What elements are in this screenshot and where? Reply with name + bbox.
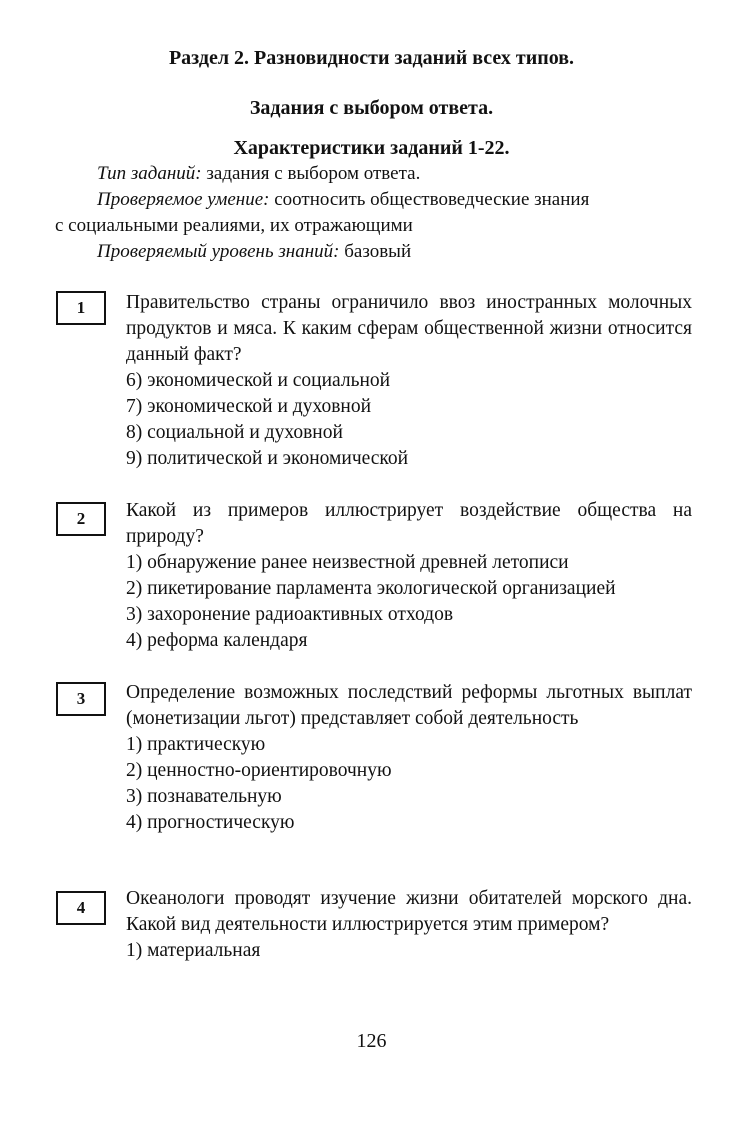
meta-skill-line-2: с социальными реалиями, их отражающими [55,215,413,236]
answer-option: 1) материальная [126,940,261,961]
meta-type-value: задания с выбором ответа. [201,163,421,184]
task-body [126,498,692,654]
answer-option: 2) ценностно-ориентировочную [126,760,392,781]
answer-option: 6) экономической и социальной [126,370,391,391]
meta-type-line [97,161,420,186]
answer-option: 3) познавательную [126,786,282,807]
answer-option: 1) практическую [126,734,266,755]
answer-options [126,938,692,964]
meta-skill-line [97,187,691,212]
section-title: Раздел 2. Разновидности заданий всех типов. [168,47,575,69]
subsection-title: Задания с выбором ответа. [249,97,494,119]
task-number-box [56,502,106,536]
meta-level-label: Проверяемый уровень знаний: [97,241,340,262]
task-number-box [56,891,106,925]
task-body [126,290,692,472]
task-number: 2 [76,509,86,528]
task-body [126,680,692,836]
answer-option: 9) политической и экономической [126,448,409,469]
answer-option: 3) захоронение радиоактивных отходов [126,604,454,625]
answer-options [126,732,692,836]
answer-options [126,368,692,472]
answer-option: 4) реформа календаря [126,630,308,651]
task-question: Океанологи проводят изучение жизни обитателей морского дна. Какой вид деятельности иллюстрируется этим примером? [126,888,692,935]
task-number: 4 [76,898,86,917]
meta-skill-value: соотносить обществоведческие знания [269,189,590,210]
task-question: Какой из примеров иллюстрирует воздействие общества на природу? [126,500,692,547]
characteristics-title: Характеристики заданий 1-22. [233,137,510,159]
meta-level-line [97,239,411,264]
task-question: Определение возможных последствий реформы льготных выплат (монетизации льгот) представляет собой деятельность [126,682,692,729]
meta-level-value: базовый [339,241,412,262]
answer-option: 8) социальной и духовной [126,422,343,443]
answer-option: 1) обнаружение ранее неизвестной древней летописи [126,552,569,573]
answer-option: 7) экономической и духовной [126,396,372,417]
task-number: 1 [76,298,86,317]
task-number: 3 [76,689,86,708]
answer-options [126,550,692,654]
answer-option: 4) прогностическую [126,812,295,833]
meta-skill-label: Проверяемое умение: [97,189,270,210]
task-number-box [56,291,106,325]
task-body [126,886,692,964]
answer-option: 2) пикетирование парламента экологической организацией [126,578,616,599]
page-number: 126 [356,1030,387,1052]
task-number-box [56,682,106,716]
meta-type-label: Тип заданий: [97,163,202,184]
task-question: Правительство страны ограничило ввоз иностранных молочных продуктов и мяса. К каким сферам общественной жизни относится данный факт? [126,292,692,365]
